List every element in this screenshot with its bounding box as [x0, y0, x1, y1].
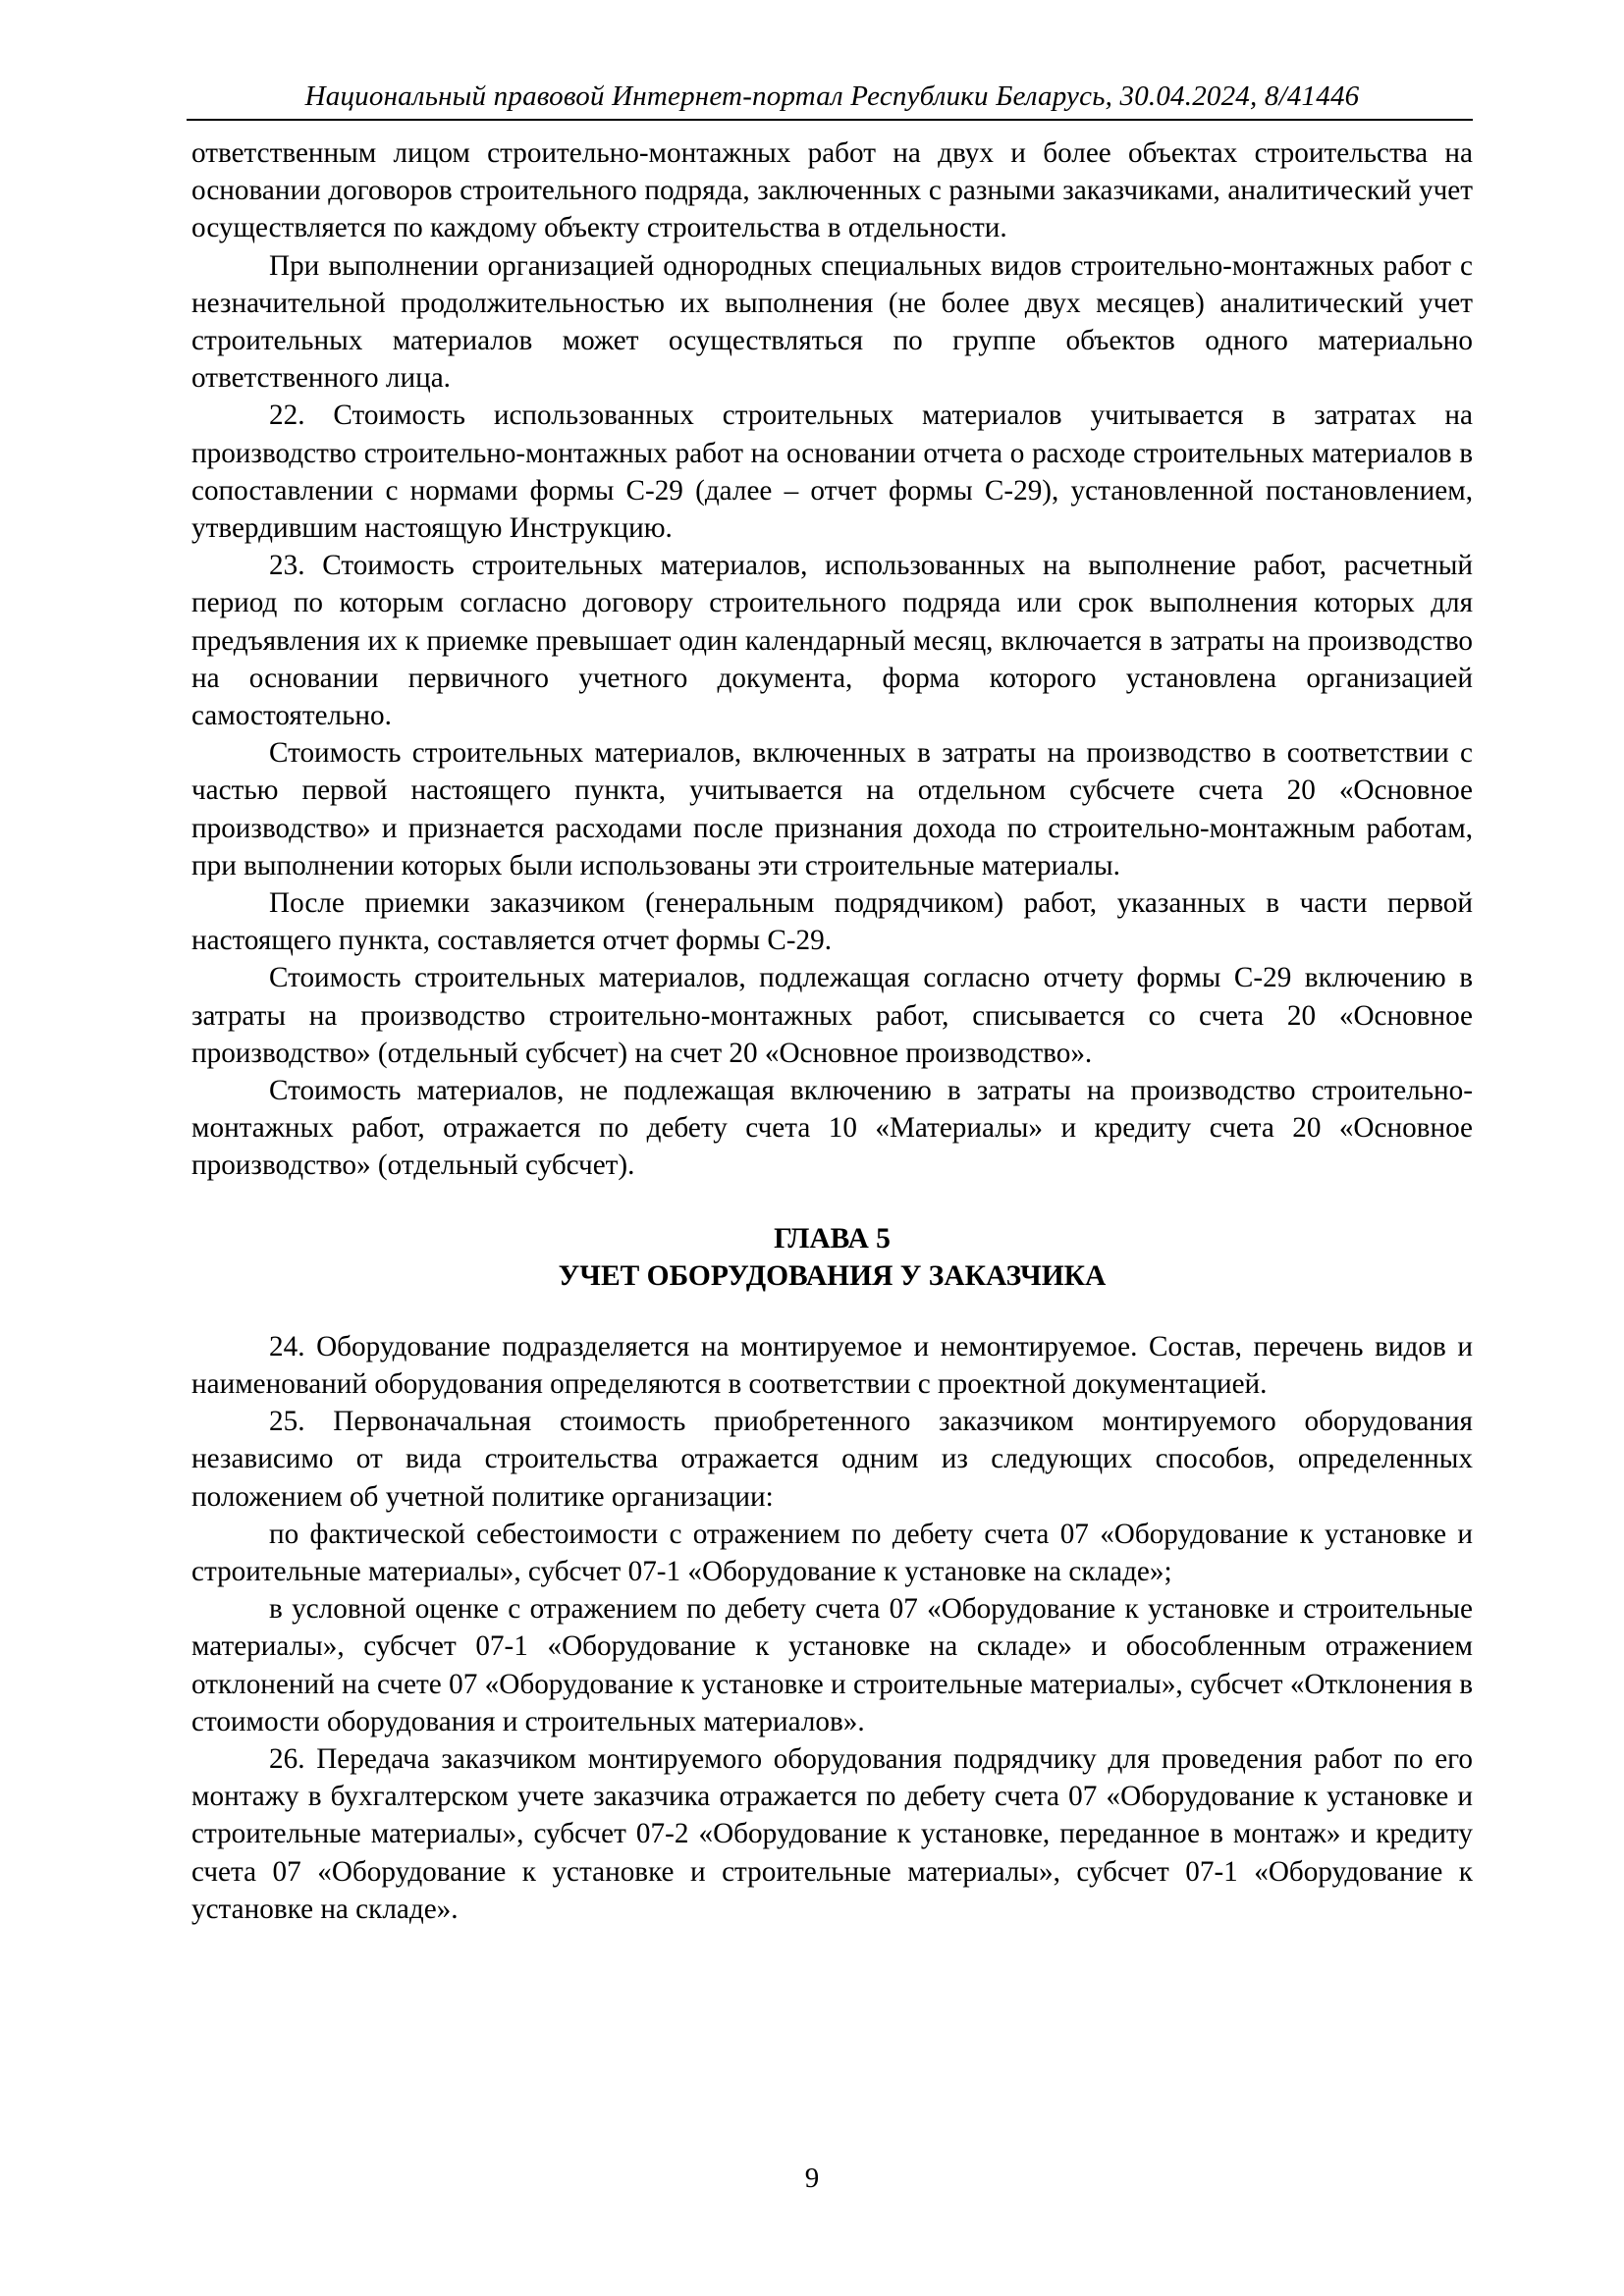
paragraph-item-22: 22. Стоимость использованных строительных материалов учитывается в затратах на производство строительно-монтажных работ на основании отчета о расходе строительных материалов в сопоставлении с нормами формы С-29 (далее – отчет формы С-29), установленной постановлением, утвердившим настоящую Инструкцию.: [191, 400, 1473, 545]
paragraph-continuation: ответственным лицом строительно-монтажных работ на двух и более объектах строительства на основании договоров строительного подряда, заключенных с разными заказчиками, аналитический учет осуществляется по каждому объекту строительства в отдельности.: [191, 137, 1473, 244]
paragraph: в условной оценке с отражением по дебету счета 07 «Оборудование к установке и строительные материалы», субсчет 07-1 «Оборудование к установке на складе» и обособленным отражением отклонений на счете 07 «Оборудование к установке и строительные материалы», субсчет «Отклонения в стоимости оборудования и строительных материалов».: [191, 1593, 1473, 1737]
paragraph-item-24: 24. Оборудование подразделяется на монтируемое и немонтируемое. Состав, перечень видов и наименований оборудования определяются в соответствии с проектной документацией.: [191, 1330, 1473, 1400]
paragraph-item-23: 23. Стоимость строительных материалов, использованных на выполнение работ, расчетный период по которым согласно договору строительного подряда или срок выполнения которых для предъявления их к приемке превышает один календарный месяц, включается в затраты на производство на основании первичного учетного документа, форма которого установлена организацией самостоятельно.: [191, 550, 1473, 732]
page-number: 9: [804, 2163, 820, 2194]
chapter-heading: [191, 1220, 1473, 1295]
chapter-number: ГЛАВА 5: [774, 1222, 891, 1255]
paragraph: Стоимость материалов, не подлежащая включению в затраты на производство строительно-монтажных работ, отражается по дебету счета 10 «Материалы» и кредиту счета 20 «Основное производство» (отдельный субсчет).: [191, 1075, 1473, 1182]
document-body: [191, 134, 1473, 1928]
paragraph: После приемки заказчиком (генеральным подрядчиком) работ, указанных в части первой настоящего пункта, составляется отчет формы С-29.: [191, 887, 1473, 957]
header-divider: [187, 119, 1473, 121]
paragraph-item-25: 25. Первоначальная стоимость приобретенного заказчиком монтируемого оборудования независимо от вида строительства отражается одним из следующих способов, определенных положением об учетной политике организации:: [191, 1406, 1473, 1513]
paragraph-item-26: 26. Передача заказчиком монтируемого оборудования подрядчику для проведения работ по его монтажу в бухгалтерском учете заказчика отражается по дебету счета 07 «Оборудование к установке и строительные материалы», субсчет 07-2 «Оборудование к установке, переданное в монтаж» и кредиту счета 07 «Оборудование к установке и строительные материалы», субсчет 07-1 «Оборудование к установке на складе».: [191, 1742, 1473, 1925]
paragraph: Стоимость строительных материалов, подлежащая согласно отчету формы С-29 включению в затраты на производство строительно-монтажных работ, списывается со счета 20 «Основное производство» (отдельный субсчет) на счет 20 «Основное производство».: [191, 962, 1473, 1069]
paragraph: по фактической себестоимости с отражением по дебету счета 07 «Оборудование к установке и строительные материалы», субсчет 07-1 «Оборудование к установке на складе»;: [191, 1518, 1473, 1587]
paragraph: При выполнении организацией однородных специальных видов строительно-монтажных работ с незначительной продолжительностью их выполнения (не более двух месяцев) аналитический учет строительных материалов может осуществляться по группе объектов одного материально ответственного лица.: [191, 249, 1473, 395]
paragraph: Стоимость строительных материалов, включенных в затраты на производство в соответствии с частью первой настоящего пункта, учитывается на отдельном субсчете счета 20 «Основное производство» и признается расходами после признания дохода по строительно-монтажным работам, при выполнении которых были использованы эти строительные материалы.: [191, 737, 1473, 881]
page-header: Национальный правовой Интернет-портал Республики Беларусь, 30.04.2024, 8/41446: [304, 80, 1360, 112]
chapter-title: УЧЕТ ОБОРУДОВАНИЯ У ЗАКАЗЧИКА: [558, 1259, 1107, 1292]
